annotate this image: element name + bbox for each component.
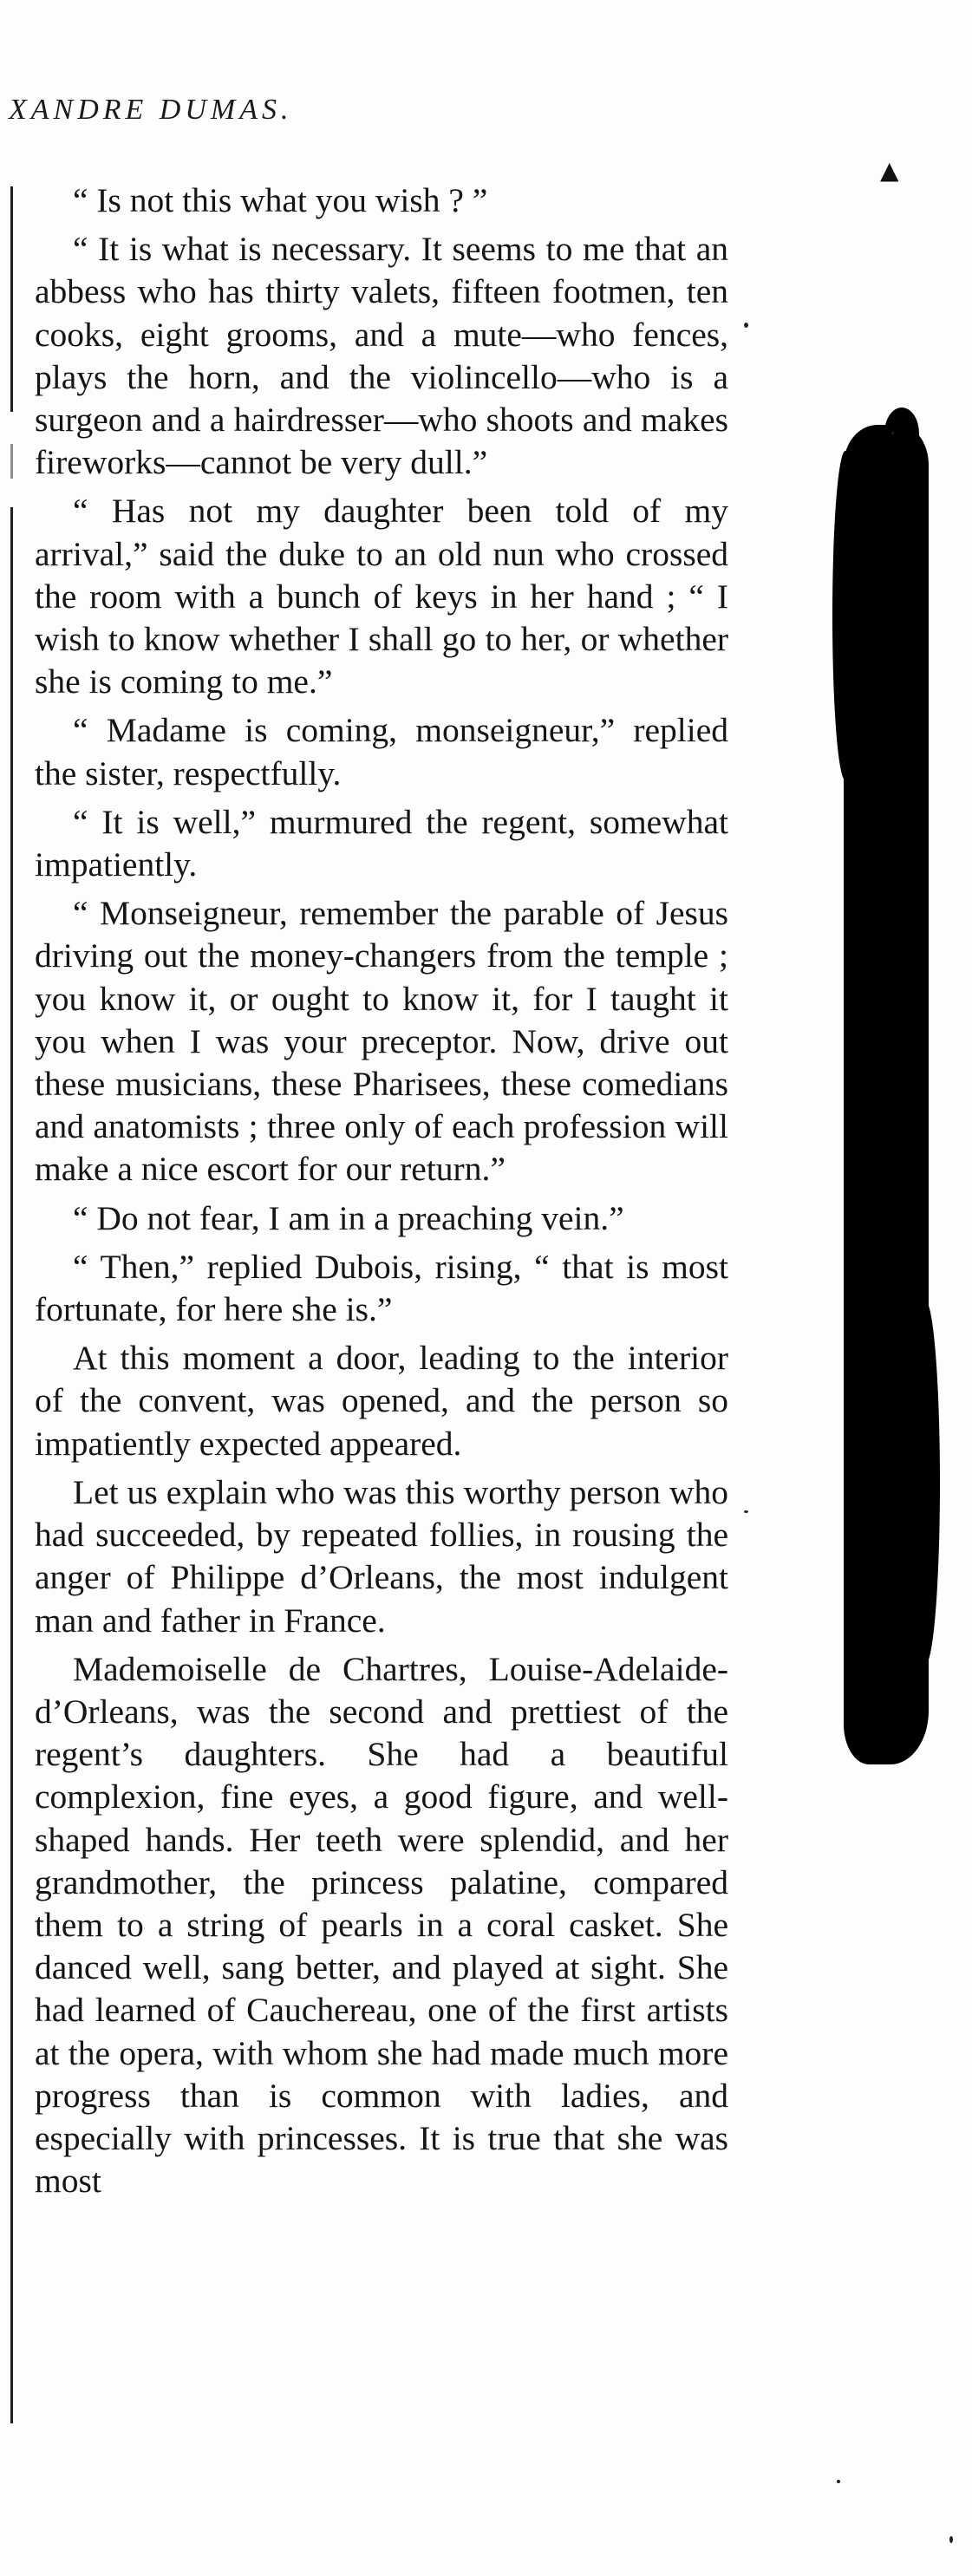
paragraph-5: “ It is well,” murmured the regent, somewhat impatiently.	[35, 802, 728, 884]
paragraph-3: “ Has not my daughter been told of my arrival,” said the duke to an old nun who crossed the room with a bunch of keys in her hand ; “ I wish to know whether I shall go to her, or whether she is coming to me.”	[35, 492, 728, 701]
paragraph-11: Mademoiselle de Chartres, Louise-Adelaide-d’Orleans, was the second and prettiest of the regent’s daughters. She had a beautiful complexion, fine eyes, a good figure, and well-shaped hands. Her teeth were splendid, and her grandmother, the princess palatine, compared them to a string of pearls in a coral casket. She danced well, sang better, and played at sight. She had learned of Cauchereau, one of the first artists at the opera, with whom she had made much more progress than is common with ladies, and especially with princesses. It is true that she was most	[35, 1649, 728, 2201]
running-header: XANDRE DUMAS.	[9, 94, 293, 126]
ink-bleed-right-lobe	[910, 1301, 940, 1665]
ink-speck	[744, 1510, 748, 1513]
paragraph-9: At this moment a door, leading to the interior of the convent, was opened, and the person so impatiently expected appeared.	[35, 1339, 728, 1463]
paragraph-4: “ Madame is coming, monseigneur,” replied the sister, respectfully.	[35, 711, 728, 792]
paragraph-1: “ Is not this what you wish ? ”	[73, 181, 488, 219]
paragraph-10: Let us explain who was this worthy person who had succeeded, by repeated follies, in rousing the anger of Philippe d’Orleans, the most indulgent man and father in France.	[35, 1472, 728, 1640]
body-text-column	[35, 179, 728, 2202]
paragraph-8: “ Then,” replied Dubois, rising, “ that is most fortunate, for here she is.”	[35, 1247, 728, 1329]
paragraph-2: “ It is what is necessary. It seems to me that an abbess who has thirty valets, fifteen footmen, ten cooks, eight grooms, and a mute—who fences, plays the horn, and the violincello—who is a surgeon and a hairdresser—who shoots and makes fireworks—cannot be very dull.”	[35, 230, 728, 482]
ink-speck	[891, 432, 894, 434]
ink-speck	[744, 323, 748, 328]
margin-rule-upper	[10, 186, 13, 412]
paragraph-6: “ Monseigneur, remember the parable of Jesus driving out the money-changers from the temple ; you know it, or ought to know it, for I taught it you when I was your preceptor. Now, drive out these musicians, these Pharisees, these comedians and anatomists ; three only of each profession will make a nice escort for our return.”	[35, 894, 728, 1189]
paragraph-7: “ Do not fear, I am in a preaching vein.”	[73, 1198, 624, 1237]
ink-spot-mark: ▲	[880, 156, 899, 185]
ink-speck	[949, 2536, 953, 2543]
ink-speck	[837, 2480, 840, 2483]
margin-rule-lower	[10, 507, 13, 2423]
margin-rule-middle	[10, 444, 13, 479]
ink-bleed-left-lobe	[832, 451, 858, 780]
